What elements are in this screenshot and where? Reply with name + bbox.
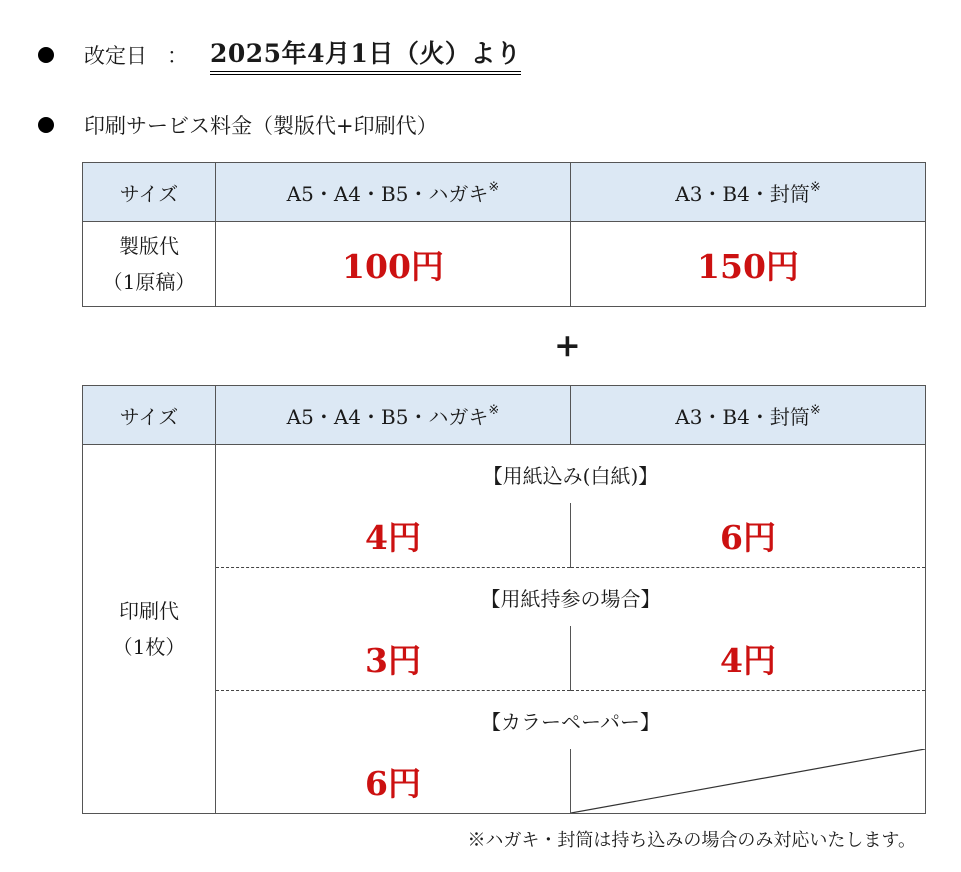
group-col2-price: 6円: [571, 503, 926, 568]
footnote: ※ハガキ・封筒は持ち込みの場合のみ対応いたします。: [467, 830, 916, 851]
plus-sign: +: [554, 326, 581, 364]
section-title: 印刷サービス料金（製版代+印刷代）: [84, 114, 438, 138]
table-header-row: [83, 386, 926, 445]
group-col1-price: 3円: [216, 626, 571, 691]
printing-fee-table: [82, 385, 926, 814]
diagonal-line: [571, 749, 925, 813]
group-title: 【用紙持参の場合】: [216, 568, 926, 627]
revision-colon: ：: [167, 43, 188, 68]
group-col1-price: 4円: [216, 503, 571, 568]
plate-col1-price: 100円: [216, 222, 571, 307]
header-size: サイズ: [83, 163, 216, 222]
group-col2-price: 4円: [571, 626, 926, 691]
plate-row: [83, 222, 926, 307]
header-col2: A3・B4・封筒※: [571, 163, 926, 222]
group-col1-price: 6円: [216, 749, 571, 814]
group-title-row: [83, 445, 926, 504]
bullet-icon: [38, 117, 54, 133]
plate-col2-price: 150円: [571, 222, 926, 307]
note-mark: ※: [809, 179, 821, 195]
header-size: サイズ: [83, 386, 216, 445]
revision-line: [38, 34, 521, 75]
table-header-row: [83, 163, 926, 222]
note-mark: ※: [488, 402, 500, 418]
header-col1: A5・A4・B5・ハガキ※: [216, 386, 571, 445]
header-col1: A5・A4・B5・ハガキ※: [216, 163, 571, 222]
note-mark: ※: [809, 402, 821, 418]
revision-date: 2025年4月1日（火）より: [210, 34, 521, 75]
bullet-icon: [38, 47, 54, 63]
revision-label: 改定日: [84, 43, 147, 68]
header-col2: A3・B4・封筒※: [571, 386, 926, 445]
printing-label: 印刷代 （1枚）: [83, 445, 216, 814]
note-mark: ※: [488, 179, 500, 195]
not-available-cell: [571, 749, 926, 814]
group-title: 【用紙込み(白紙)】: [216, 445, 926, 504]
section-title-line: [38, 110, 438, 140]
plate-label: 製版代 （1原稿）: [83, 222, 216, 307]
group-title: 【カラーペーパー】: [216, 691, 926, 750]
plate-fee-table: [82, 162, 926, 307]
